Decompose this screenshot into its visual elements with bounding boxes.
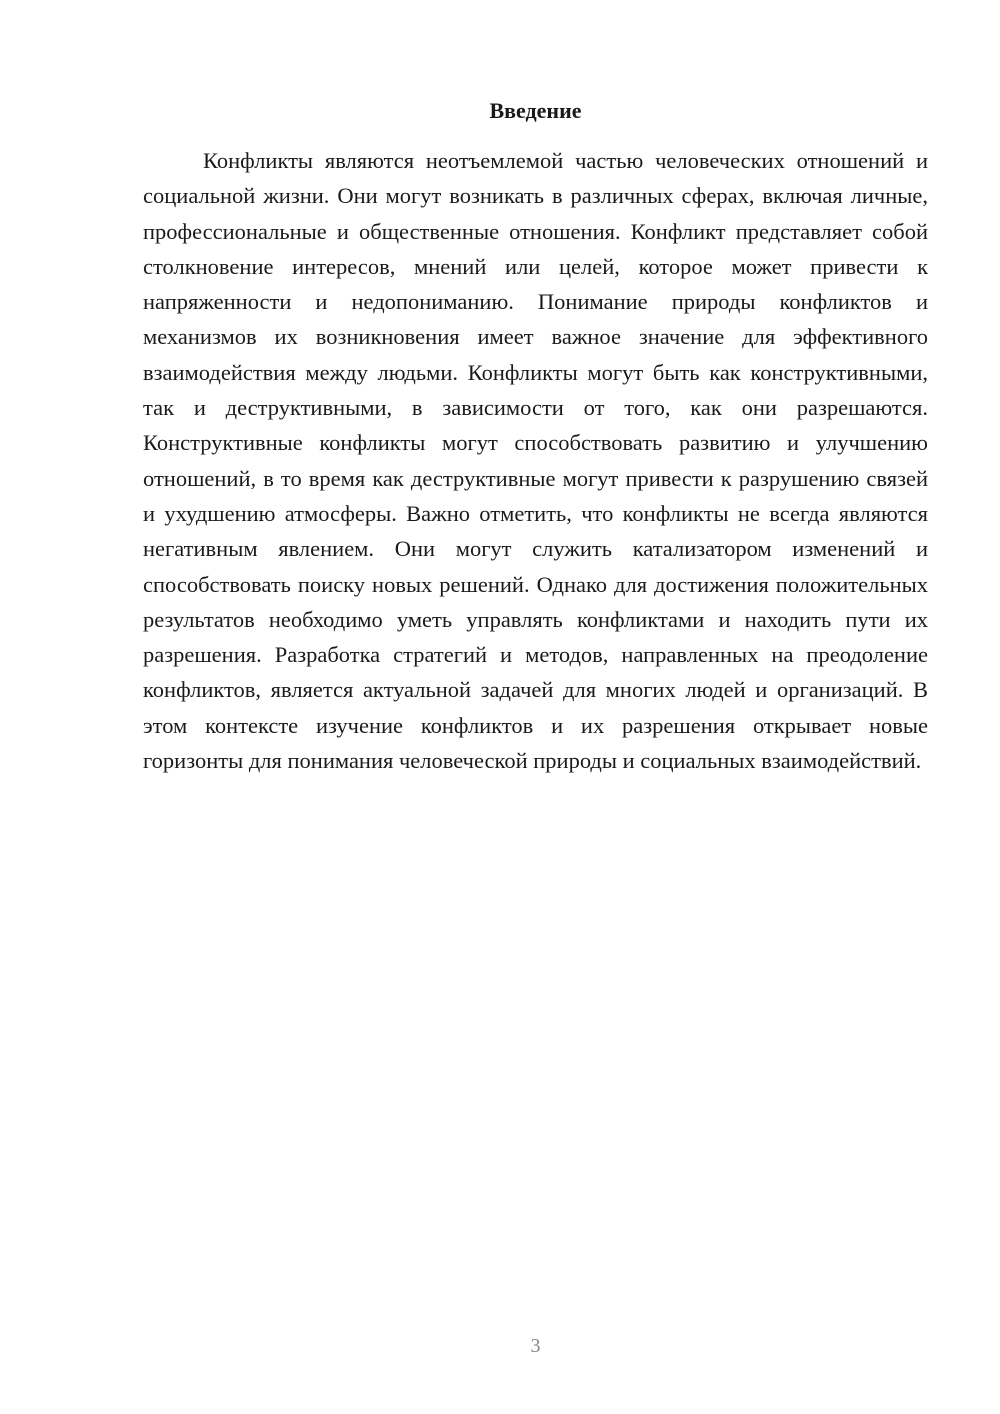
section-heading: Введение [489, 98, 582, 123]
body-paragraph: Конфликты являются неотъемлемой частью человеческих отношений и социальной жизни. Они могут возникать в различных сферах, включая личные, профессиональные и общественные отношения. Конфликт представляет собой столкновение интересов, мнений или целей, которое может привести к напряженности и недопониманию. Понимание природы конфликтов и механизмов их возникновения имеет важное значение для эффективного взаимодействия между людьми. Конфликты могут быть как конструктивными, так и деструктивными, в зависимости от того, как они разрешаются. Конструктивные конфликты могут способствовать развитию и улучшению отношений, в то время как деструктивные могут привести к разрушению связей и ухудшению атмосферы. Важно отметить, что конфликты не всегда являются негативным явлением. Они могут служить катализатором изменений и способствовать поиску новых решений. Однако для достижения положительных результатов необходимо уметь управлять конфликтами и находить пути их разрешения. Разработка стратегий и методов, направленных на преодоление конфликтов, является актуальной задачей для многих людей и организаций. В этом контексте изучение конфликтов и их разрешения открывает новые горизонты для понимания человеческой природы и социальных взаимодействий. [143, 148, 928, 774]
page-number: 3 [530, 1335, 541, 1357]
